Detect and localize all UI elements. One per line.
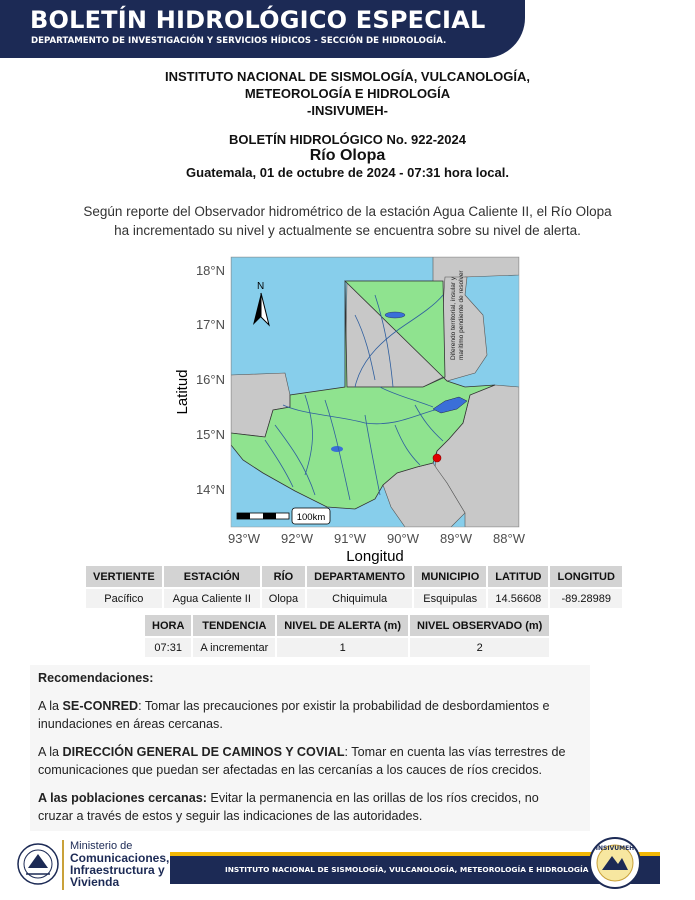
station-table-header-row bbox=[86, 566, 623, 588]
y-tick-labels bbox=[196, 263, 225, 497]
r2-text-a: : Tomar en cuenta las vías terrestres de bbox=[344, 745, 566, 759]
x-tick-92w: 92°W bbox=[281, 531, 313, 546]
r1-text-b: inundaciones en áreas cercanas. bbox=[38, 717, 223, 731]
y-tick-15n: 15°N bbox=[195, 427, 225, 442]
x-tick-91w: 91°W bbox=[334, 531, 366, 546]
dispute-note bbox=[450, 270, 465, 360]
header-banner bbox=[0, 0, 525, 58]
institute-line-3: -INSIVUMEH- bbox=[307, 103, 388, 118]
cell-tendencia: A incrementar bbox=[192, 637, 276, 657]
col-nivel-alerta: NIVEL DE ALERTA (m) bbox=[276, 615, 409, 637]
cell-municipio: Esquipulas bbox=[413, 588, 487, 608]
col-departamento: DEPARTAMENTO bbox=[306, 566, 413, 588]
seal-text: INSIVUMEH bbox=[595, 845, 635, 852]
recommendation-conred bbox=[38, 697, 586, 733]
footer-bar bbox=[170, 852, 660, 884]
x-tick-90w: 90°W bbox=[387, 531, 419, 546]
x-tick-88w: 88°W bbox=[493, 531, 525, 546]
insivumeh-seal-icon bbox=[588, 836, 642, 890]
x-tick-labels bbox=[228, 531, 526, 546]
guatemala-map bbox=[165, 255, 535, 567]
map-svg bbox=[165, 255, 535, 567]
recommendations-title: Recomendaciones: bbox=[38, 671, 154, 685]
y-tick-18n: 18°N bbox=[195, 263, 225, 278]
col-vertiente: VERTIENTE bbox=[86, 566, 163, 588]
river-name: Río Olopa bbox=[309, 147, 386, 164]
r3-org: A las poblaciones cercanas: bbox=[38, 791, 207, 805]
y-tick-17n: 17°N bbox=[195, 317, 225, 332]
y-tick-16n: 16°N bbox=[195, 372, 225, 387]
r2-prefix: A la bbox=[38, 745, 63, 759]
north-label: N bbox=[257, 281, 265, 292]
map-lake-atitlan bbox=[331, 446, 343, 452]
station-marker bbox=[433, 454, 441, 462]
guatemala-coat-of-arms-icon bbox=[12, 840, 64, 890]
institute-line-1: INSTITUTO NACIONAL DE SISMOLOGÍA, VULCANOLOGÍA, bbox=[165, 69, 530, 84]
dispute-line-2: marítimo pendiente de resolver bbox=[458, 270, 465, 360]
x-tick-93w: 93°W bbox=[228, 531, 260, 546]
report-line-2: ha incrementado su nivel y actualmente se encuentra sobre su nivel de alerta. bbox=[114, 223, 581, 238]
bulletin-header-title: BOLETÍN HIDROLÓGICO ESPECIAL bbox=[30, 6, 486, 34]
bulletin-number: BOLETÍN HIDROLÓGICO No. 922-2024 bbox=[229, 132, 466, 147]
col-hora: HORA bbox=[145, 615, 192, 637]
cell-estacion: Agua Caliente II bbox=[163, 588, 261, 608]
r1-prefix: A la bbox=[38, 699, 63, 713]
footer-institute-text: INSTITUTO NACIONAL DE SISMOLOGÍA, VULCANOLOGÍA, METEOROLOGÍA E HIDROLOGÍA bbox=[225, 865, 589, 874]
col-tendencia: TENDENCIA bbox=[192, 615, 276, 637]
table-row bbox=[86, 588, 623, 608]
r2-text-b: comunicaciones que puedan ser afectadas en las cercanías a los cauces de ríos crecidos. bbox=[38, 763, 543, 777]
col-latitud: LATITUD bbox=[487, 566, 549, 588]
cell-rio: Olopa bbox=[261, 588, 306, 608]
recommendation-poblaciones bbox=[38, 789, 586, 825]
institute-line-2: METEOROLOGÍA E HIDROLOGÍA bbox=[244, 86, 451, 101]
report-text bbox=[60, 202, 635, 240]
col-municipio: MUNICIPIO bbox=[413, 566, 487, 588]
ministry-line-4: Vivienda bbox=[70, 875, 120, 889]
r3-text-b: cruzar a través de estos y seguir las indicaciones de las autoridades. bbox=[38, 809, 423, 823]
x-tick-89w: 89°W bbox=[440, 531, 472, 546]
cell-departamento: Chiquimula bbox=[306, 588, 413, 608]
recommendation-caminos bbox=[38, 743, 586, 779]
report-line-1: Según reporte del Observador hidrométrico de la estación Agua Caliente II, el Río Olopa bbox=[83, 204, 612, 219]
ministry-logo bbox=[62, 840, 169, 890]
station-table bbox=[86, 566, 624, 608]
cell-hora: 07:31 bbox=[145, 637, 192, 657]
r1-text-a: : Tomar las precauciones por existir la probabilidad de desbordamientos e bbox=[138, 699, 550, 713]
recommendations-box bbox=[30, 665, 590, 831]
y-tick-14n: 14°N bbox=[195, 482, 225, 497]
dispute-line-1: Diferendo territorial, insular y bbox=[450, 276, 457, 360]
col-rio: RÍO bbox=[261, 566, 306, 588]
bulletin-datetime: Guatemala, 01 de octubre de 2024 - 07:31 hora local. bbox=[186, 165, 509, 180]
col-nivel-observado: NIVEL OBSERVADO (m) bbox=[409, 615, 550, 637]
col-longitud: LONGITUD bbox=[549, 566, 622, 588]
bulletin-header-subtitle: DEPARTAMENTO DE INVESTIGACIÓN Y SERVICIOS HÍDICOS - SECCIÓN DE HIDROLOGÍA. bbox=[31, 36, 447, 46]
ministry-line-3: Infraestructura y bbox=[70, 863, 165, 877]
level-table bbox=[145, 615, 551, 657]
r3-text-a: Evitar la permanencia en las orillas de los ríos crecidos, no bbox=[206, 791, 539, 805]
scale-label: 100km bbox=[296, 512, 326, 523]
cell-latitud: 14.56608 bbox=[487, 588, 549, 608]
y-axis-label: Latitud bbox=[174, 369, 191, 415]
ministry-line-1: Ministerio de bbox=[70, 840, 133, 852]
x-axis-label: Longitud bbox=[346, 548, 404, 565]
level-table-header-row bbox=[145, 615, 550, 637]
r2-org: DIRECCIÓN GENERAL DE CAMINOS Y COVIAL bbox=[62, 745, 345, 759]
cell-nivel-observado: 2 bbox=[409, 637, 550, 657]
cell-longitud: -89.28989 bbox=[549, 588, 622, 608]
cell-nivel-alerta: 1 bbox=[276, 637, 409, 657]
map-lake-peten bbox=[385, 312, 405, 318]
col-estacion: ESTACIÓN bbox=[163, 566, 261, 588]
table-row bbox=[145, 637, 550, 657]
r1-org: SE-CONRED bbox=[62, 699, 139, 713]
cell-vertiente: Pacífico bbox=[86, 588, 163, 608]
ministry-line-2: Comunicaciones, bbox=[70, 851, 170, 865]
